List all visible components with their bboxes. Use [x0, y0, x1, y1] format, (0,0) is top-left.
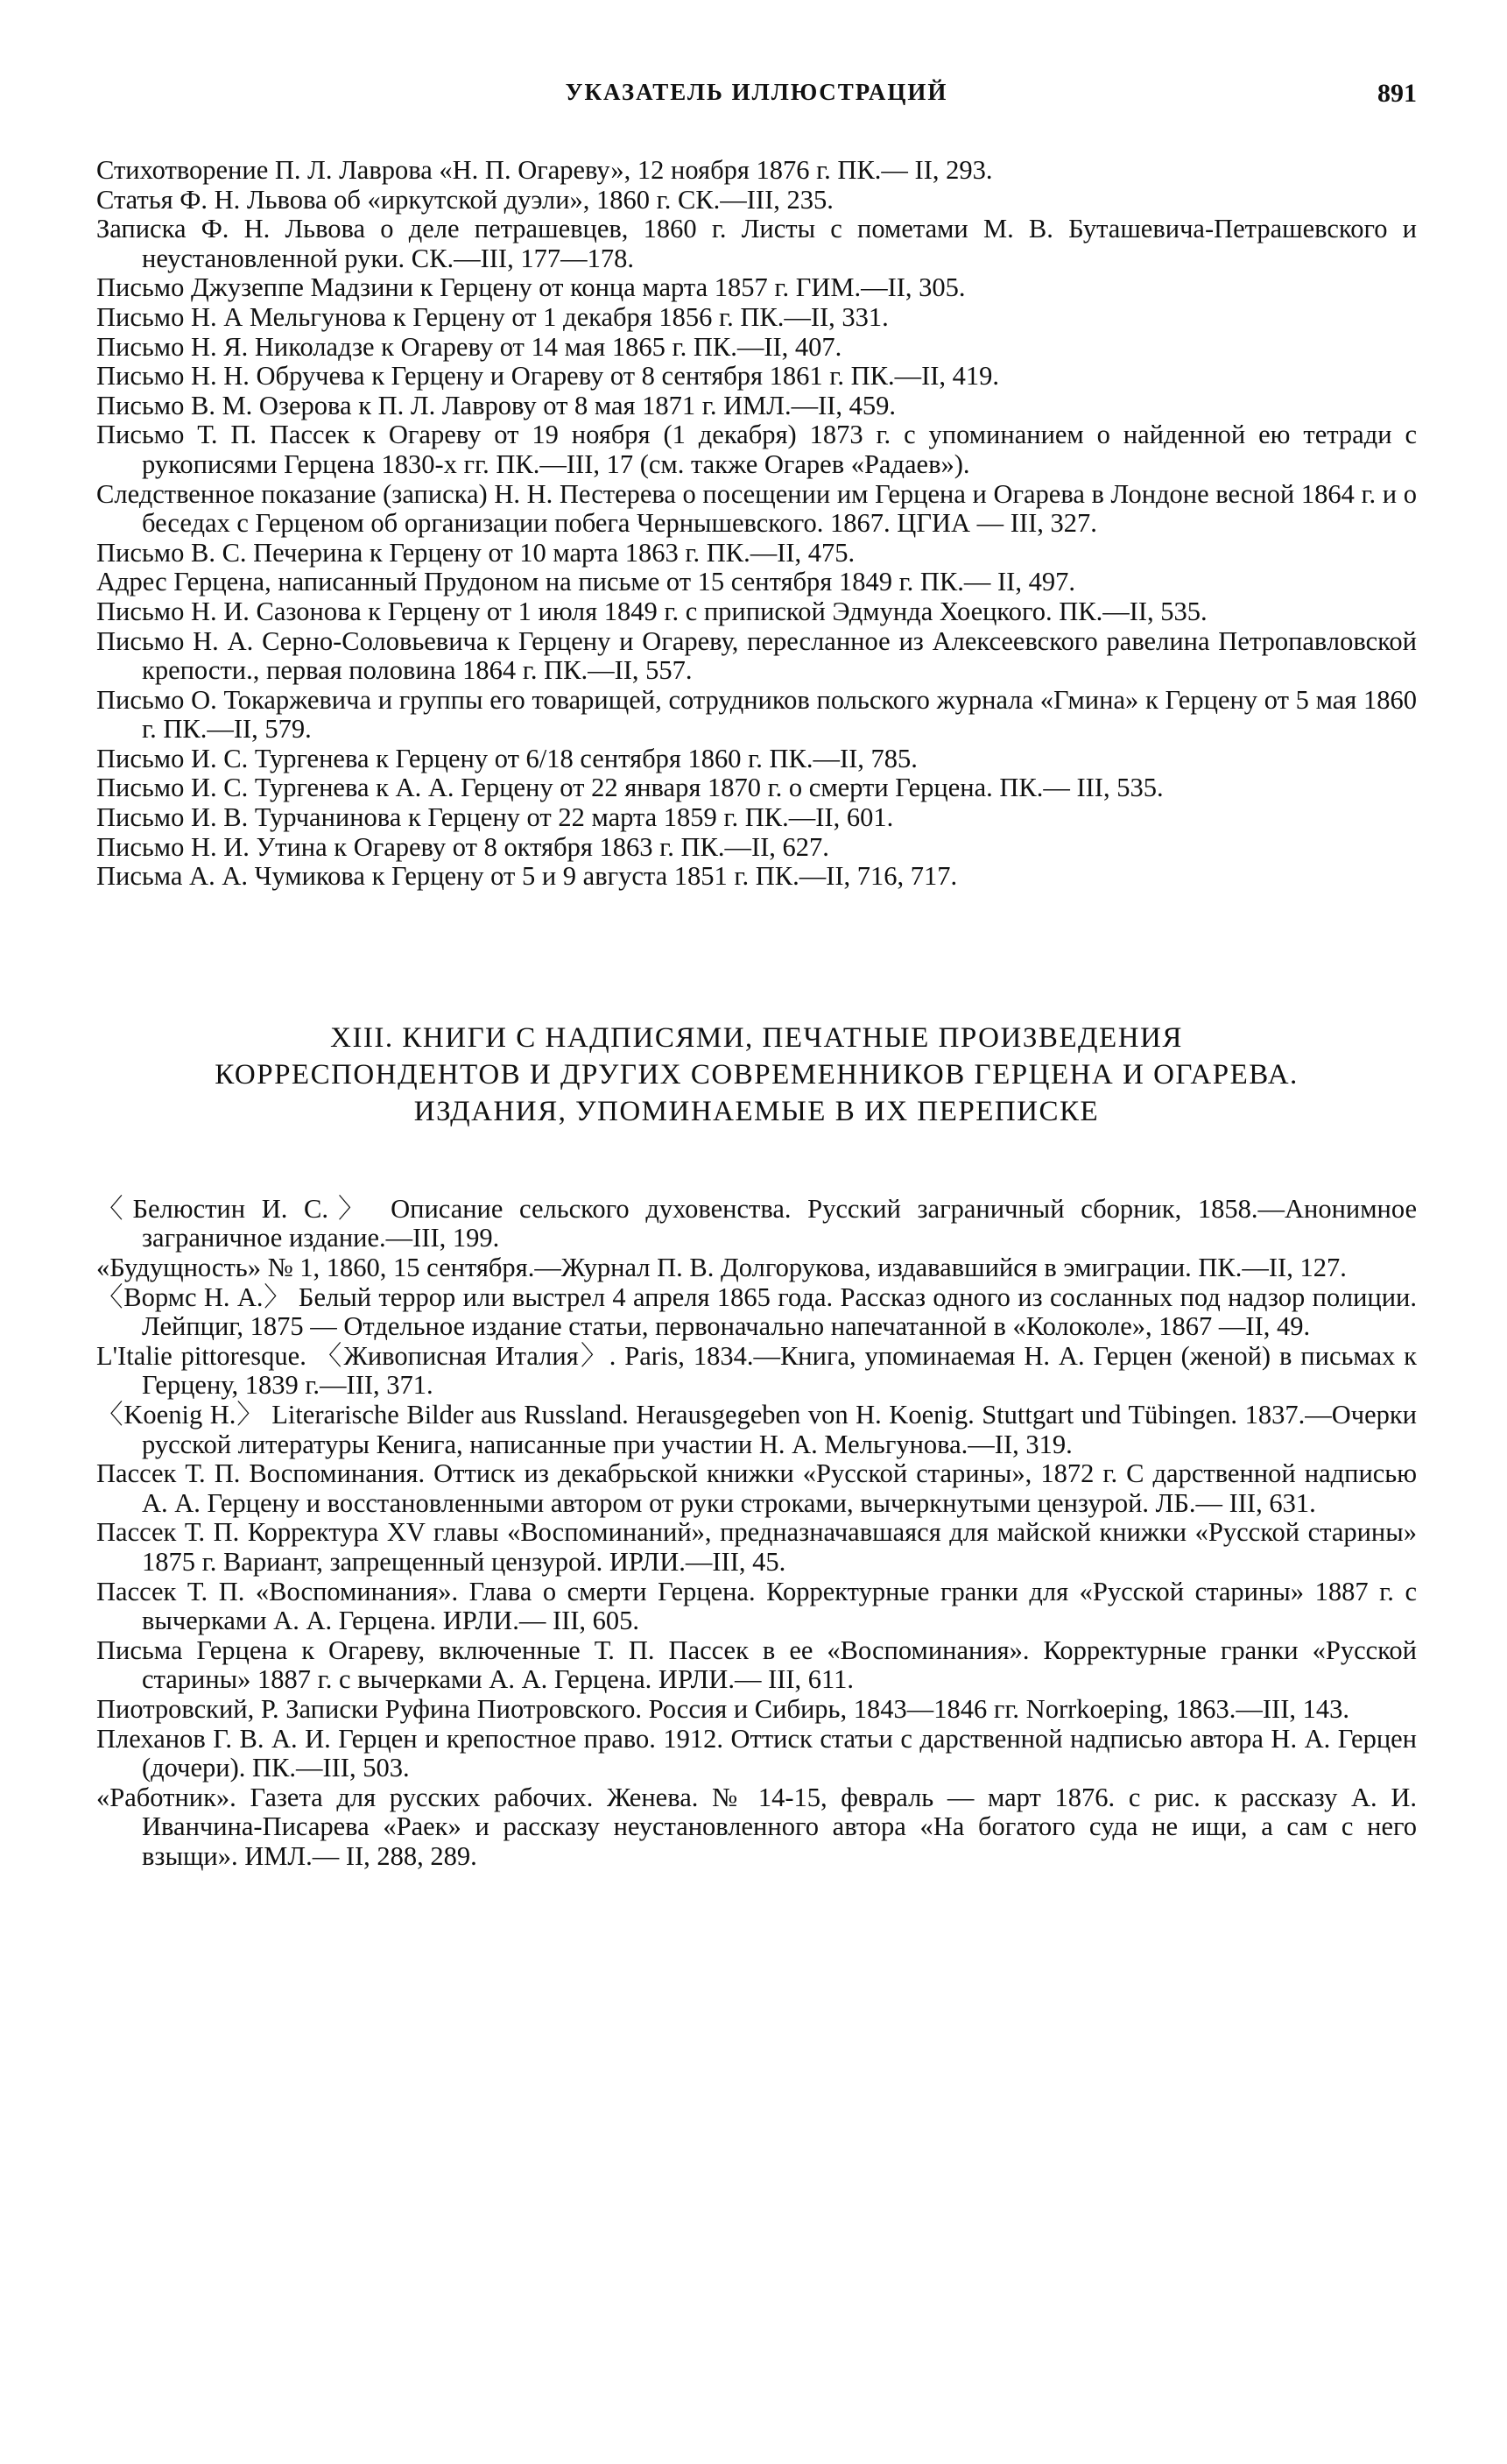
list-item: Записка Ф. Н. Львова о деле петрашевцев, 1860 г. Листы с пометами М. В. Буташевича-Петрашевского и неустановленной руки. СК.—III, 177—178.: [96, 214, 1417, 273]
list-item: Следственное показание (записка) Н. Н. Пестерева о посещении им Герцена и Огарева в Лондоне весной 1864 г. и о беседах с Герценом об организации побега Чернышевского. 1867. ЦГИА — III, 327.: [96, 478, 1417, 539]
list-item: Письмо И. С. Тургенева к Герцену от 6/18 сентября 1860 г. ПК.—II, 785.: [96, 743, 918, 773]
list-item: Письмо Н. Н. Обручева к Герцену и Огареву от 8 сентября 1861 г. ПК.—II, 419.: [96, 361, 1000, 392]
list-item: Письмо Н. И. Сазонова к Герцену от 1 июля 1849 г. с припиской Эдмунда Хоецкого. ПК.—II, 535.: [96, 596, 1208, 626]
list-item: Плеханов Г. В. А. И. Герцен и крепостное право. 1912. Оттиск статьи с дарственной надписью автора Н. А. Герцен (дочери). ПК.—III, 503.: [96, 1723, 1417, 1783]
entry-list-books: [96, 1195, 1417, 1872]
list-item: Пассек Т. П. Воспоминания. Оттиск из декабрьской книжки «Русской старины», 1872 г. С дарственной надписью А. А. Герцену и восстановленными автором от руки строками, вычеркнутыми цензурой. ЛБ.— III, 631.: [96, 1458, 1417, 1518]
list-item: 〈Белюстин И. С.〉 Описание сельского духовенства. Русский заграничный сборник, 1858.—Анонимное заграничное издание.—III, 199.: [96, 1193, 1417, 1253]
running-header: [96, 79, 1417, 123]
running-title: УКАЗАТЕЛЬ ИЛЛЮСТРАЦИЙ: [565, 79, 948, 105]
list-item: Стихотворение П. Л. Лаврова «Н. П. Огареву», 12 ноября 1876 г. ПК.— II, 293.: [96, 155, 993, 185]
list-item: Письмо В. М. Озерова к П. Л. Лаврову от 8 мая 1871 г. ИМЛ.—II, 459.: [96, 390, 897, 420]
list-item: Письмо В. С. Печерина к Герцену от 10 марта 1863 г. ПК.—II, 475.: [96, 537, 856, 568]
list-item: Адрес Герцена, написанный Прудоном на письме от 15 сентября 1849 г. ПК.— II, 497.: [96, 567, 1075, 597]
list-item: Пассек Т. П. Корректура XV главы «Воспоминаний», предназначавшаяся для майской книжки «Русской старины» 1875 г. Вариант, запрещенный цензурой. ИРЛИ.—III, 45.: [96, 1517, 1417, 1577]
list-item: Письмо Н. И. Утина к Огареву от 8 октября 1863 г. ПК.—II, 627.: [96, 831, 829, 862]
list-item: 〈Koenig H.〉 Literarische Bilder aus Russland. Herausgegeben von H. Koenig. Stuttgart und Tübingen. 1837.—Очерки русской литературы Кенига, написанные при участии Н. А. Мельгунова.—II, 319.: [96, 1400, 1417, 1459]
page-number: 891: [1377, 79, 1417, 108]
list-item: 〈Вормс Н. А.〉 Белый террор или выстрел 4 апреля 1865 года. Рассказ одного из сосланных под надзор полиции. Лейпциг, 1875 — Отдельное издание статьи, первоначально напечатанной в «Колоколе», 1867 —II, 49.: [96, 1281, 1417, 1342]
list-item: «Работник». Газета для русских рабочих. Женева. № 14-15, февраль — март 1876. с рис. к рассказу А. И. Иванчина-Писарева «Раек» и рассказу неустановленного автора «На богатого суда не ищи, а сам с него взыщи». ИМЛ.— II, 288, 289.: [96, 1782, 1417, 1871]
list-item: Письмо И. В. Турчанинова к Герцену от 22 марта 1859 г. ПК.—II, 601.: [96, 802, 894, 833]
list-item: Письмо Т. П. Пассек к Огареву от 19 ноября (1 декабря) 1873 г. с упоминанием о найденной ею тетради с рукописями Герцена 1830-х гг. ПК.—III, 17 (см. также Огарев «Радаев»).: [96, 420, 1417, 479]
list-item: Письмо Н. А Мельгунова к Герцену от 1 декабря 1856 г. ПК.—II, 331.: [96, 301, 889, 332]
list-item: Пиотровский, Р. Записки Руфина Пиотровского. Россия и Сибирь, 1843—1846 гг. Norrkoeping, 1863.—III, 143.: [96, 1693, 1349, 1724]
document-page: [96, 79, 1417, 2426]
list-item: Письмо И. С. Тургенева к А. А. Герцену от 22 января 1870 г. о смерти Герцена. ПК.— III, 535.: [96, 773, 1164, 803]
list-item: Статья Ф. Н. Львова об «иркутской дуэли», 1860 г. СК.—III, 235.: [96, 184, 834, 215]
section-heading: [96, 1020, 1417, 1130]
list-item: Письмо О. Токаржевича и группы его товарищей, сотрудников польского журнала «Гмина» к Герцену от 5 мая 1860 г. ПК.—II, 579.: [96, 684, 1417, 745]
list-item: Пассек Т. П. «Воспоминания». Глава о смерти Герцена. Корректурные гранки для «Русской старины» 1887 г. с вычерками А. А. Герцена. ИРЛИ.— III, 605.: [96, 1576, 1417, 1636]
list-item: «Будущность» № 1, 1860, 15 сентября.—Журнал П. В. Долгорукова, издававшийся в эмиграции. ПК.—II, 127.: [96, 1253, 1347, 1283]
entry-list-illustrations: [96, 156, 1417, 892]
list-item: Письмо Н. А. Серно-Соловьевича к Герцену и Огареву, пересланное из Алексеевского равелина Петропавловской крепости., первая половина 1864 г. ПК.—II, 557.: [96, 625, 1417, 686]
list-item: Письма А. А. Чумикова к Герцену от 5 и 9 августа 1851 г. ПК.—II, 716, 717.: [96, 861, 958, 892]
section-heading-line: ИЗДАНИЯ, УПОМИНАЕМЫЕ В ИХ ПЕРЕПИСКЕ: [413, 1095, 1100, 1127]
section-heading-line: КОРРЕСПОНДЕНТОВ И ДРУГИХ СОВРЕМЕННИКОВ ГЕРЦЕНА И ОГАРЕВА.: [215, 1058, 1299, 1091]
list-item: L'Italie pittoresque. 〈Живописная Италия〉. Paris, 1834.—Книга, упоминаемая Н. А. Герцен (женой) в письмах к Герцену, 1839 г.—III, 371.: [96, 1340, 1417, 1401]
section-heading-line: XIII. КНИГИ С НАДПИСЯМИ, ПЕЧАТНЫЕ ПРОИЗВЕДЕНИЯ: [330, 1021, 1183, 1054]
list-item: Письмо Н. Я. Николадзе к Огареву от 14 мая 1865 г. ПК.—II, 407.: [96, 331, 842, 362]
list-item: Письма Герцена к Огареву, включенные Т. П. Пассек в ее «Воспоминания». Корректурные гранки «Русской старины» 1887 г. с вычерками А. А. Герцена. ИРЛИ.— III, 611.: [96, 1634, 1417, 1695]
list-item: Письмо Джузеппе Мадзини к Герцену от конца марта 1857 г. ГИМ.—II, 305.: [96, 272, 966, 303]
